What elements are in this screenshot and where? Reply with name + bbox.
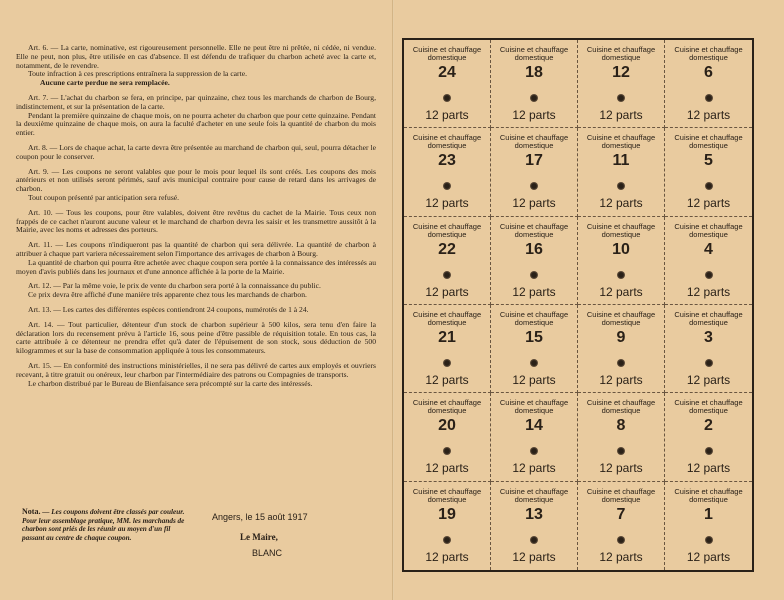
coupon-parts: 12 parts xyxy=(686,373,731,387)
coupon-parts: 12 parts xyxy=(512,108,556,122)
coupon-23[interactable] xyxy=(404,128,491,216)
coupon-parts: 12 parts xyxy=(599,461,643,476)
article-11 xyxy=(16,241,376,276)
coupon-number: 11 xyxy=(612,152,630,170)
article-text: Art. 14. — Tout particulier, détenteur d'un stock de charbon supérieur à 500 kilos, sera tenu d'en faire la déclaration lors du recensement prévu à l'article 16, sous peine d'être passible de réquisition totale. En tous cas, la carte attribuée à ce détenteur ne prendra effet qu'à dater de l'épuisement de son stock, sous déduction de 500 kilogrammes et sur la base de consommation appliquée à tous les consommateurs. xyxy=(16,319,376,356)
coupon-parts: 12 parts xyxy=(512,461,556,476)
stamp-hole-icon xyxy=(617,447,625,455)
coupon-number: 2 xyxy=(704,417,713,435)
coupon-parts: 12 parts xyxy=(425,549,469,564)
coupon-parts: 12 parts xyxy=(686,196,731,211)
coupon-title: Cuisine et chauffage domestique xyxy=(586,486,656,504)
coupon-2[interactable] xyxy=(665,393,752,481)
coupon-title: Cuisine et chauffage domestique xyxy=(586,310,656,327)
coupon-8[interactable] xyxy=(578,393,665,481)
coupon-parts: 12 parts xyxy=(599,549,643,564)
coupon-title: Cuisine et chauffage domestique xyxy=(586,45,656,62)
stamp-hole-icon xyxy=(617,182,625,190)
article-text: Art. 6. — La carte, nominative, est rigoureusement personnelle. Elle ne peut être ni prêtée, ni cédée, ni vendue. Elle ne peut, non plus, être utilisée en cas d'absence. Il est défendu de trafiquer du charbon acheté avec la carte et, notamment, de le revendre. xyxy=(16,43,376,70)
stamp-hole-icon xyxy=(705,359,713,367)
coupon-parts: 12 parts xyxy=(425,196,469,211)
article-13 xyxy=(16,306,376,315)
coupon-16[interactable] xyxy=(491,217,578,305)
article-text: Toute infraction à ces prescriptions entraînera la suppression de la carte. xyxy=(28,69,247,79)
coupon-number: 7 xyxy=(616,505,626,523)
coupon-parts: 12 parts xyxy=(425,108,469,122)
stamp-hole-icon xyxy=(443,271,451,279)
coupon-parts: 12 parts xyxy=(425,373,469,387)
signature-date: Angers, le 15 août 1917 xyxy=(212,512,308,522)
coupon-6[interactable] xyxy=(665,40,752,128)
footer xyxy=(22,508,382,568)
article-text: Le charbon distribué par le Bureau de Bienfaisance sera précompté sur la carte des intéressés. xyxy=(28,378,313,388)
article-text: La quantité de charbon qui pourra être achetée avec chaque coupon sera portée à la connaissance des intéressés au moyen d'avis publiés dans les journaux et d'une annonce affichée à la porte de la Mairie. xyxy=(16,257,376,276)
coupon-24[interactable] xyxy=(404,40,491,128)
coupon-18[interactable] xyxy=(491,40,578,128)
coupon-number: 22 xyxy=(438,240,456,258)
coupon-number: 16 xyxy=(525,240,543,258)
article-text: Art. 8. — Lors de chaque achat, la carte devra être présentée au marchand de charbon qui, seul, pourra détacher le coupon pour le conserver. xyxy=(16,142,376,161)
stamp-hole-icon xyxy=(617,536,625,544)
nota-block xyxy=(22,508,192,542)
coupon-title: Cuisine et chauffage domestique xyxy=(586,221,656,239)
nota-label: Nota. xyxy=(22,507,41,516)
stamp-hole-icon xyxy=(530,271,538,279)
coupon-parts: 12 parts xyxy=(425,284,469,299)
coupon-title: Cuisine et chauffage domestique xyxy=(586,398,656,416)
coupon-14[interactable] xyxy=(491,393,578,481)
article-text: Art. 15. — En conformité des instructions ministérielles, il ne sera pas délivré de cartes aux employés et ouvriers recevant, à titre gratuit ou onéreux, leur charbon par l'intermédiaire des patrons ou Compagnies de transports. xyxy=(16,360,376,379)
coupon-title: Cuisine et chauffage domestique xyxy=(674,310,743,327)
nota-text: — Les coupons doivent être classés par couleur. Pour leur assemblage pratique, MM. les marchands de charbon sont priés de les réunir au moyen d'un fil passant au centre de chaque coupon. xyxy=(22,508,185,542)
coupon-title: Cuisine et chauffage domestique xyxy=(674,398,743,416)
stamp-hole-icon xyxy=(617,271,625,279)
article-8 xyxy=(16,144,376,162)
coupon-parts: 12 parts xyxy=(512,373,556,387)
stamp-hole-icon xyxy=(443,536,451,544)
coupon-number: 4 xyxy=(704,240,713,258)
coupon-number: 21 xyxy=(438,329,456,346)
article-text: Art. 11. — Les coupons n'indiqueront pas la quantité de charbon qui sera délivrée. La quantité de charbon à attribuer à chaque part variera nécessairement selon l'importance des arrivages de charbon à Bourg. xyxy=(16,240,376,258)
coupon-number: 5 xyxy=(704,152,713,170)
coupon-number: 23 xyxy=(438,152,456,170)
coupon-number: 24 xyxy=(438,64,456,81)
signature-role: Le Maire, xyxy=(240,532,278,542)
coupon-title: Cuisine et chauffage domestique xyxy=(412,221,482,239)
stamp-hole-icon xyxy=(443,359,451,367)
coupon-title: Cuisine et chauffage domestique xyxy=(674,45,743,62)
coupon-number: 15 xyxy=(525,329,543,346)
coupon-number: 1 xyxy=(704,505,713,523)
coupon-9[interactable] xyxy=(578,305,665,393)
coupon-number: 17 xyxy=(525,152,543,170)
coupon-parts: 12 parts xyxy=(686,461,731,476)
article-text: Art. 13. — Les cartes des différentes espèces contiendront 24 coupons, numérotés de 1 à 24. xyxy=(28,304,309,314)
coupon-number: 12 xyxy=(612,64,630,81)
coupon-parts: 12 parts xyxy=(512,549,556,564)
stamp-hole-icon xyxy=(530,447,538,455)
coupon-title: Cuisine et chauffage domestique xyxy=(499,486,569,504)
coupon-title: Cuisine et chauffage domestique xyxy=(412,398,482,416)
article-6 xyxy=(16,44,376,88)
coupon-number: 14 xyxy=(525,417,543,435)
coupon-number: 13 xyxy=(525,505,543,523)
stamp-hole-icon xyxy=(530,536,538,544)
article-9 xyxy=(16,168,376,203)
stamp-hole-icon xyxy=(530,359,538,367)
article-warning: Aucune carte perdue ne sera remplacée. xyxy=(40,78,170,88)
article-text: Ce prix devra être affiché d'une manière très apparente chez tous les marchands de charbon. xyxy=(28,290,307,300)
coupon-title: Cuisine et chauffage domestique xyxy=(499,133,569,151)
coupon-4[interactable] xyxy=(665,217,752,305)
article-text: Art. 12. — Par la même voie, le prix de vente du charbon sera porté à la connaissance du public. xyxy=(28,281,321,291)
coupon-5[interactable] xyxy=(665,128,752,216)
coupon-title: Cuisine et chauffage domestique xyxy=(499,221,569,239)
coupon-21[interactable] xyxy=(404,305,491,393)
coupon-title: Cuisine et chauffage domestique xyxy=(586,133,656,151)
article-text: Art. 9. — Les coupons ne seront valables que pour le mois pour lequel ils sont créés. Les coupons des mois antérieurs et non utilisés seront périmés, sauf avis municipal contraire pour cause de retard dans les arrivages de charbon. xyxy=(16,166,376,194)
stamp-hole-icon xyxy=(705,271,713,279)
stamp-hole-icon xyxy=(530,182,538,190)
stamp-hole-icon xyxy=(530,94,538,102)
coupon-title: Cuisine et chauffage domestique xyxy=(499,398,569,416)
coupon-number: 10 xyxy=(612,240,630,258)
coupon-parts: 12 parts xyxy=(599,108,643,122)
article-10 xyxy=(16,209,376,235)
coupon-3[interactable] xyxy=(665,305,752,393)
coupon-parts: 12 parts xyxy=(512,284,556,299)
coupon-number: 3 xyxy=(704,329,713,346)
center-fold xyxy=(392,0,394,600)
coupon-22[interactable] xyxy=(404,217,491,305)
coupon-title: Cuisine et chauffage domestique xyxy=(412,310,482,327)
coupon-title: Cuisine et chauffage domestique xyxy=(412,45,482,62)
coupon-title: Cuisine et chauffage domestique xyxy=(412,486,482,504)
article-text: Pendant la première quinzaine de chaque mois, on ne pourra acheter du charbon que pour cette quinzaine. Pendant la deuxième quinzaine de chaque mois, on aura la faculté d'acheter en une seule fois la quantité de charbon du mois entier. xyxy=(16,110,376,138)
coupon-number: 9 xyxy=(616,329,626,346)
coupon-title: Cuisine et chauffage domestique xyxy=(674,486,743,504)
stamp-hole-icon xyxy=(443,182,451,190)
article-15 xyxy=(16,362,376,388)
coupon-parts: 12 parts xyxy=(599,284,643,299)
coupon-number: 20 xyxy=(438,417,456,435)
stamp-hole-icon xyxy=(443,94,451,102)
coupon-number: 19 xyxy=(438,505,456,523)
coupon-15[interactable] xyxy=(491,305,578,393)
coupon-20[interactable] xyxy=(404,393,491,481)
stamp-hole-icon xyxy=(705,94,713,102)
signature-name: BLANC xyxy=(252,548,283,558)
article-text: Art. 7. — L'achat du charbon se fera, en principe, par quinzaine, chez tous les marchands de charbon de Bourg, indistinctement, et sur la présentation de la carte. xyxy=(16,92,376,111)
article-14 xyxy=(16,321,376,356)
coupon-title: Cuisine et chauffage domestique xyxy=(674,221,743,239)
stamp-hole-icon xyxy=(443,447,451,455)
coupon-12[interactable] xyxy=(578,40,665,128)
stamp-hole-icon xyxy=(617,94,625,102)
coupon-parts: 12 parts xyxy=(686,549,731,564)
coupon-10[interactable] xyxy=(578,217,665,305)
coupon-parts: 12 parts xyxy=(599,373,643,387)
stamp-hole-icon xyxy=(705,447,713,455)
stamp-hole-icon xyxy=(705,536,713,544)
coupon-grid xyxy=(402,38,754,572)
coupon-number: 18 xyxy=(525,64,543,81)
coupon-17[interactable] xyxy=(491,128,578,216)
coupon-19[interactable] xyxy=(404,482,491,570)
coupon-title: Cuisine et chauffage domestique xyxy=(412,133,482,151)
coupon-number: 8 xyxy=(616,417,626,435)
article-7 xyxy=(16,94,376,138)
coupon-11[interactable] xyxy=(578,128,665,216)
coupon-parts: 12 parts xyxy=(425,461,469,476)
stamp-hole-icon xyxy=(705,182,713,190)
coupon-parts: 12 parts xyxy=(686,284,731,299)
coupon-parts: 12 parts xyxy=(512,196,556,211)
stamp-hole-icon xyxy=(617,359,625,367)
coupon-title: Cuisine et chauffage domestique xyxy=(499,45,569,62)
coupon-1[interactable] xyxy=(665,482,752,570)
coupon-title: Cuisine et chauffage domestique xyxy=(674,133,743,151)
coupon-title: Cuisine et chauffage domestique xyxy=(499,310,569,327)
coupon-13[interactable] xyxy=(491,482,578,570)
coupon-parts: 12 parts xyxy=(686,108,731,122)
article-text: Art. 10. — Tous les coupons, pour être valables, doivent être revêtus du cachet de la Mairie. Tous ceux non frappés de ce cachet n'auront aucune valeur et le marchand de charbon devra les saisir et les transmettre aussitôt à la Mairie, avec les noms et adresses des porteurs. xyxy=(16,207,376,235)
article-text: Tout coupon présenté par anticipation sera refusé. xyxy=(28,192,180,202)
coupon-parts: 12 parts xyxy=(599,196,643,211)
article-12 xyxy=(16,282,376,300)
coupon-number: 6 xyxy=(704,64,713,81)
coupon-7[interactable] xyxy=(578,482,665,570)
regulations-text xyxy=(16,44,376,394)
